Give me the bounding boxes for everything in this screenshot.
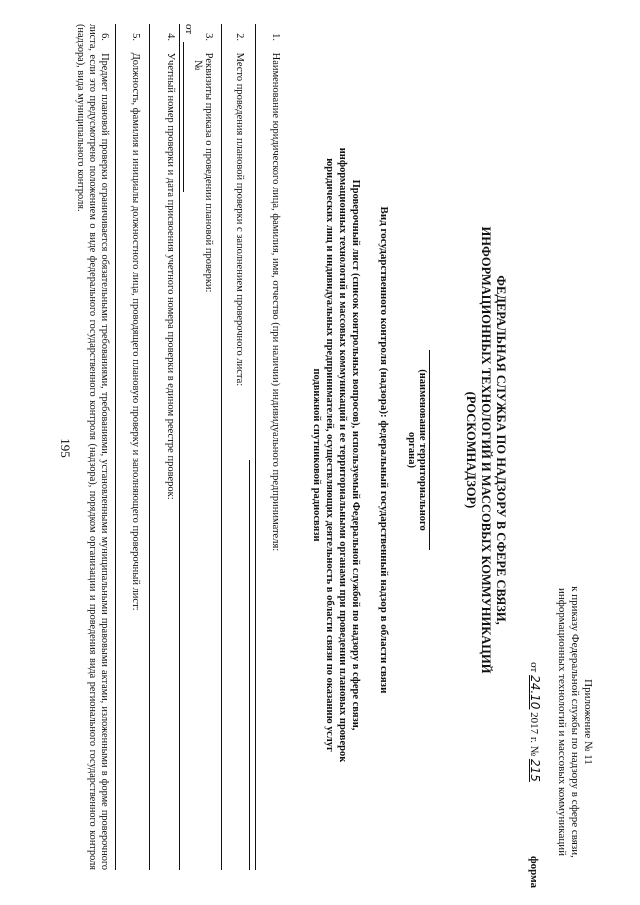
item-text: Учетный номер проверки и дата присвоения учетного номера проверки в едином реестре проверок: (165, 52, 176, 500)
item-text: Наименование юридического лица, фамилия, имя, отчество (при наличии) индивидуального предпринимателя: (270, 52, 281, 552)
item-number: 1. (270, 33, 281, 41)
item-number: 6. (99, 33, 110, 41)
checklist-title-line-2: информационных технологий и массовых коммуникаций и ее территориальными органами при проведении плановых проверок (337, 147, 348, 763)
fill-line (179, 24, 180, 870)
service-title-line-1: ФЕДЕРАЛЬНАЯ СЛУЖБА ПО НАДЗОРУ В СФЕРЕ СВЯЗИ, (494, 275, 508, 625)
list-item (269, 24, 282, 870)
item-text: Должность, фамилия и инициалы должностного лица, проводящего плановую проверку и заполняющего проверочный лист: (130, 52, 141, 611)
item-text: Реквизиты приказа о проведении плановой проверки: (203, 52, 214, 293)
order-number-label: № (192, 60, 204, 71)
item-number: 5. (130, 33, 141, 41)
list-item (202, 24, 215, 870)
order-from-label: от (183, 24, 195, 35)
fill-line (183, 42, 184, 192)
checklist-title (310, 30, 362, 880)
item-text: Место проведения плановой проверки с заполнением проверочного листа: (234, 52, 245, 387)
territorial-organ-caption: (наименование территориального органа) (406, 350, 430, 550)
date-prefix: от (528, 662, 540, 673)
list-item (233, 24, 246, 870)
annex-block (555, 572, 594, 872)
fill-line (115, 24, 116, 870)
fill-line (255, 24, 256, 870)
fill-line (249, 460, 250, 870)
handwritten-date: 24.10 (528, 675, 542, 710)
service-title-line-3: (РОСКОМНАДЗОР) (464, 391, 478, 509)
fill-line (221, 24, 222, 870)
date-year: 2017 г. № (528, 712, 540, 757)
list-item (164, 24, 177, 870)
item-number: 2. (234, 33, 245, 41)
item-number: 4. (165, 33, 176, 41)
annex-date-row (528, 572, 542, 872)
annex-title: Приложение № 11 (582, 679, 594, 765)
list-item (73, 24, 110, 870)
fill-line (149, 24, 150, 870)
page-number: 195 (58, 438, 73, 458)
item-text: Предмет плановой проверки ограничивается обязательными требованиями, требованиями, установленными муниципальными правовыми актами, изложенными в форме проверочного листа, если это предусмотрено положением о виде федерального государственного контроля (надзора), порядком организации и проведения вида регионального государственного контроля (надзора), вида муниципального контроля. (74, 24, 110, 871)
checklist-title-line-3: юридических лиц и индивидуальных предпринимателей, осуществляющих деятельность в области связи по оказанию услуг (324, 158, 335, 752)
item-number: 3. (203, 33, 214, 41)
service-title-line-2: ИНФОРМАЦИОННЫХ ТЕХНОЛОГИЙ И МАССОВЫХ КОММУНИКАЦИЙ (479, 226, 493, 674)
handwritten-order-number: 215 (528, 758, 542, 782)
checklist-title-line-4: подвижной спутниковой радиосвязи (311, 368, 322, 542)
form-label: форма (528, 856, 540, 888)
checklist-title-line-1: Проверочный лист (список контрольных вопросов), используемый Федеральной службой по надзору в сфере связи, (350, 179, 361, 731)
control-type: Вид государственного контроля (надзора): федеральный государственный надзор в области связи (378, 206, 390, 694)
list-item (129, 24, 142, 870)
annex-order-line-2: информационных технологий и массовых коммуникаций (556, 588, 568, 856)
document-sheet (40, 20, 600, 890)
annex-order-line: к приказу Федеральной службы по надзору в сфере связи, (569, 586, 581, 858)
service-title (463, 20, 508, 880)
